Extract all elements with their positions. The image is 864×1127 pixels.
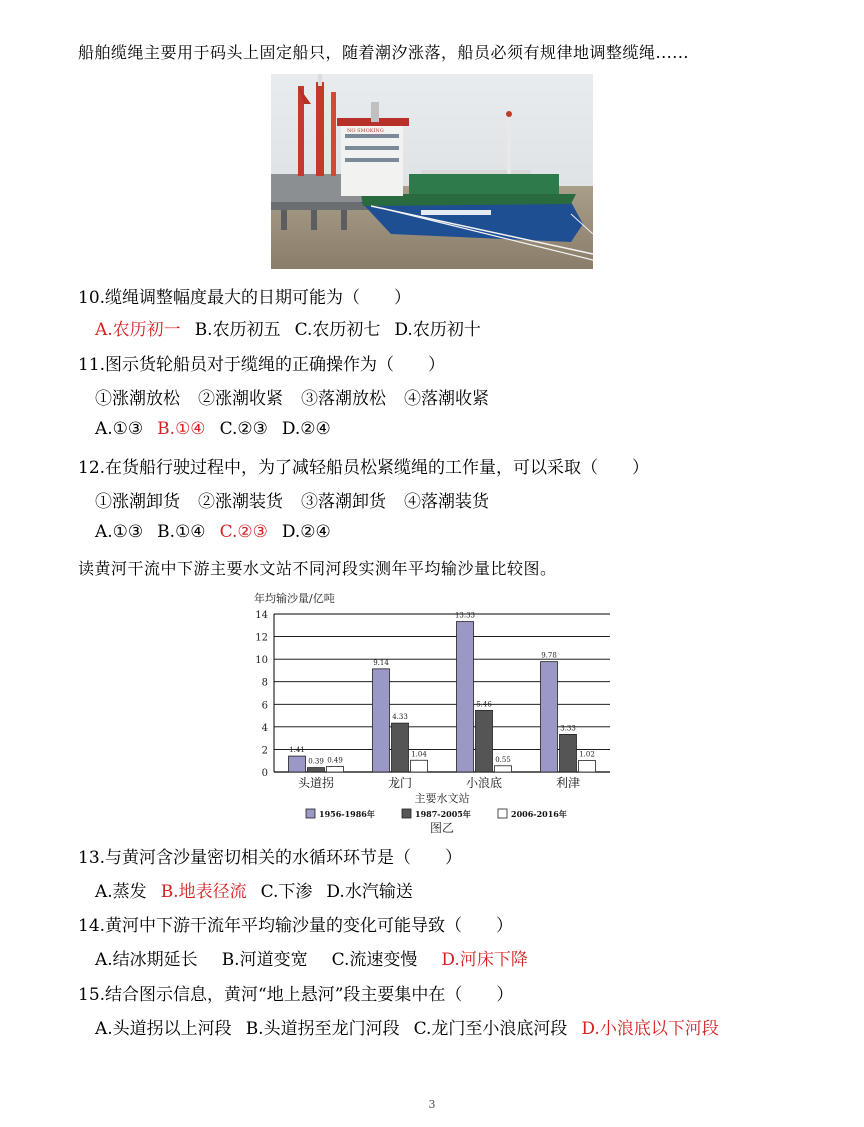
q14-options [95, 945, 542, 970]
bar-data-label: 9.14 [373, 658, 389, 667]
q14-option-c[interactable]: C.流速变慢 [331, 950, 418, 970]
q10-options [95, 315, 495, 340]
bar-2-2 [495, 766, 512, 772]
x-tick-label: 利津 [555, 776, 581, 790]
bar-data-label: 5.46 [476, 700, 492, 709]
legend-swatch [402, 809, 411, 818]
page-number: 3 [428, 1098, 436, 1111]
bar-3-0 [541, 662, 558, 772]
y-tick-label: 6 [261, 700, 268, 712]
bar-data-label: 0.55 [495, 755, 511, 764]
legend-label: 1987-2005年 [415, 809, 471, 819]
ship-photo [271, 74, 593, 269]
q11-option-b[interactable]: B.①④ [157, 419, 206, 439]
bar-3-1 [560, 734, 577, 772]
bar-1-1 [392, 723, 409, 772]
x-axis-label: 主要水文站 [414, 792, 470, 805]
bar-data-label: 1.41 [289, 746, 305, 755]
q10-stem: 10.缆绳调整幅度最大的日期可能为（ ） [78, 288, 412, 308]
y-axis-label: 年均输沙量/亿吨 [254, 592, 335, 605]
q13-option-d[interactable]: D.水汽输送 [326, 882, 413, 902]
q11-options [95, 419, 345, 439]
bar-data-label: 1.04 [411, 750, 427, 759]
q14-stem: 14.黄河中下游干流年平均输沙量的变化可能导致（ ） [78, 916, 514, 936]
q12-options [95, 522, 345, 542]
q12-option-c[interactable]: C.②③ [219, 522, 268, 542]
q15-option-b[interactable]: B.头道拐至龙门河段 [245, 1019, 400, 1039]
q11-item-1: ①涨潮放松 [95, 389, 180, 409]
bar-2-1 [476, 710, 493, 772]
q11-item-2: ②涨潮收紧 [198, 389, 283, 409]
intro-chart-text: 读黄河干流中下游主要水文站不同河段实测年平均输沙量比较图。 [78, 559, 557, 578]
y-tick-label: 8 [261, 677, 268, 689]
q11-stem: 11.图示货轮船员对于缆绳的正确操作为（ ） [78, 355, 446, 375]
ship-moored-at-dock-image [271, 74, 593, 269]
q12-stem: 12.在货船行驶过程中，为了减轻船员松紧缆绳的工作量，可以采取（ ） [78, 458, 650, 478]
legend-swatch [498, 809, 507, 818]
y-tick-label: 0 [261, 768, 268, 779]
q15-options [95, 1014, 733, 1039]
y-tick-label: 2 [261, 745, 268, 757]
bar-data-label: 0.49 [327, 756, 343, 765]
q10-option-a[interactable]: A.农历初一 [95, 320, 181, 340]
bar-2-0 [457, 622, 474, 772]
x-tick-label: 头道拐 [297, 776, 335, 790]
bar-data-label: 3.33 [560, 724, 576, 733]
sediment-bar-chart [236, 588, 622, 834]
q10-option-c[interactable]: C.农历初七 [294, 320, 381, 340]
bar-data-label: 1.02 [579, 750, 595, 759]
bar-0-0 [289, 756, 306, 772]
q13-stem: 13.与黄河含沙量密切相关的水循环环节是（ ） [78, 848, 463, 868]
q11-option-c[interactable]: C.②③ [219, 419, 268, 439]
q14-option-d[interactable]: D.河床下降 [441, 950, 528, 970]
legend-label: 1956-1986年 [319, 809, 375, 819]
y-tick-label: 4 [261, 722, 268, 734]
q10-option-b[interactable]: B.农历初五 [194, 320, 281, 340]
bar-1-0 [373, 669, 390, 772]
y-tick-label: 12 [255, 632, 268, 644]
bar-data-label: 0.39 [308, 757, 324, 766]
q10-option-d[interactable]: D.农历初十 [394, 320, 481, 340]
q12-option-d[interactable]: D.②④ [281, 522, 331, 542]
legend-label: 2006-2016年 [511, 809, 567, 819]
legend-swatch [306, 809, 315, 818]
bar-1-2 [411, 760, 428, 772]
intro-ship-text: 船舶缆绳主要用于码头上固定船只，随着潮汐涨落，船员必须有规律地调整缆绳...... [78, 43, 690, 62]
q12-item-2: ②涨潮装货 [198, 492, 283, 512]
q11-item-3: ③落潮放松 [301, 389, 386, 409]
q15-stem: 15.结合图示信息，黄河“地上悬河”段主要集中在（ ） [78, 985, 514, 1005]
x-tick-label: 龙门 [387, 776, 413, 790]
y-tick-label: 14 [255, 610, 268, 621]
q11-item-4: ④落潮收紧 [404, 389, 489, 409]
q14-option-a[interactable]: A.结冰期延长 [95, 950, 198, 970]
bar-data-label: 4.33 [392, 713, 408, 722]
q13-option-b[interactable]: B.地表径流 [160, 882, 247, 902]
q12-item-1: ①涨潮卸货 [95, 492, 180, 512]
q11-option-a[interactable]: A.①③ [95, 419, 144, 439]
bar-3-2 [579, 760, 596, 772]
q12-item-4: ④落潮装货 [404, 492, 489, 512]
q13-options [95, 877, 427, 902]
q15-option-a[interactable]: A.头道拐以上河段 [95, 1019, 232, 1039]
q11-option-d[interactable]: D.②④ [281, 419, 331, 439]
q12-item-3: ③落潮卸货 [301, 492, 386, 512]
chart-title: 图乙 [429, 821, 455, 834]
q11-items [95, 384, 507, 409]
q15-option-c[interactable]: C.龙门至小浪底河段 [413, 1019, 568, 1039]
bar-0-1 [308, 768, 325, 772]
ship-label: NO SMOKING [347, 128, 384, 134]
bar-0-2 [327, 766, 344, 772]
q15-option-d[interactable]: D.小浪底以下河段 [581, 1019, 719, 1039]
q14-option-b[interactable]: B.河道变宽 [221, 950, 308, 970]
q12-option-a[interactable]: A.①③ [95, 522, 144, 542]
bar-data-label: 9.78 [541, 651, 557, 660]
y-tick-label: 10 [255, 655, 268, 667]
q12-option-b[interactable]: B.①④ [157, 522, 206, 542]
q12-items [95, 487, 507, 512]
q13-option-a[interactable]: A.蒸发 [95, 882, 147, 902]
bar-data-label: 13.33 [454, 611, 476, 620]
q13-option-c[interactable]: C.下渗 [260, 882, 313, 902]
x-tick-label: 小浪底 [465, 776, 503, 790]
